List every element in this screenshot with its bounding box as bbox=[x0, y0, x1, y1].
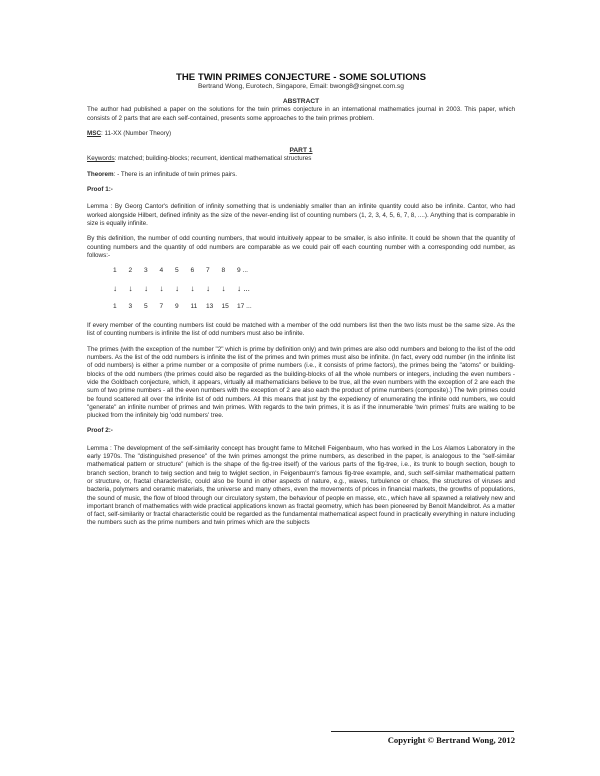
msc-label: MSC bbox=[87, 129, 101, 137]
down-arrow-icon: ↓ bbox=[159, 284, 164, 294]
down-arrow-icon: ↓ ... bbox=[237, 284, 250, 294]
matched-lists-paragraph: If every member of the counting numbers list could be matched with a member of the odd numbers list then the two lists must be the same size. As the list of counting numbers is infinite the list of odd numbers must also be infinite. bbox=[87, 322, 515, 338]
counting-number: 9 ... bbox=[237, 267, 248, 275]
copyright-footer: Copyright © Bertrand Wong, 2012 bbox=[387, 735, 515, 745]
theorem-text: : - There is an infinitude of twin primes pairs. bbox=[113, 170, 238, 178]
odd-numbers-row bbox=[113, 303, 515, 312]
proof2-heading: Proof 2:- bbox=[87, 427, 113, 435]
down-arrow-icon: ↓ bbox=[128, 284, 133, 294]
odd-number: 3 bbox=[128, 303, 133, 311]
odd-number: 15 bbox=[221, 303, 229, 311]
odd-number: 5 bbox=[144, 303, 148, 311]
down-arrow-icon: ↓ bbox=[221, 284, 226, 294]
down-arrow-icon: ↓ bbox=[175, 284, 179, 294]
abstract-heading: ABSTRACT bbox=[282, 98, 320, 105]
definition-paragraph: By this definition, the number of odd counting numbers, that would intuitively appear to be smaller, is also infinite. It could be shown that the quantity of counting numbers and the quantity of odd numbers are comparable as we could pair off each counting number with a corresponding odd number, as follows:- bbox=[87, 235, 515, 259]
msc-line bbox=[87, 130, 515, 138]
part1-heading: PART 1 bbox=[289, 147, 313, 155]
counting-number: 1 bbox=[113, 267, 117, 275]
counting-number: 6 bbox=[190, 267, 195, 275]
primes-paragraph: The primes (with the exception of the number "2" which is prime by definition only) and twin primes are also odd numbers and belong to the list of the odd numbers. As the list of the odd numbers is infinite the list of the primes and twin primes must also be infinite. (In fact, every odd number (in the infinite list of odd numbers) is either a prime number or a composite of prime numbers (i.e., it consists of prime factors), the primes being the "atoms" or building-blocks of the odd numbers (the primes could also be regarded as the building-blocks of all the whole numbers or integers, including the even numbers - vide the Goldbach conjecture, which, it appears, virtually all mathematicians believe to be true, all the even numbers with the exception of 2 are each the sum of two prime numbers - all the even numbers with the exception of 2 are also each the product of prime numbers (composite).) The twin primes could be found scattered all over the infinite list of odd numbers. All this means that just by the expediency of enumerating the infinite odd numbers, we could "generate" an infinite number of primes and twin primes. With regards to the twin primes, it is as if the innumerable 'twin primes' fruits are waiting to be plucked from the infinitely big 'odd numbers' tree. bbox=[87, 345, 515, 420]
footer-rule bbox=[331, 731, 514, 732]
author-byline: Bertrand Wong, Eurotech, Singapore, Email: bwong8@singnet.com.sg bbox=[198, 83, 404, 90]
odd-number: 13 bbox=[206, 303, 214, 311]
paper-content bbox=[87, 72, 515, 535]
proof1-heading: Proof 1:- bbox=[87, 186, 113, 194]
odd-number: 7 bbox=[159, 303, 164, 311]
odd-number: 11 bbox=[190, 303, 198, 311]
counting-number: 3 bbox=[144, 267, 148, 275]
keywords-value: : matched; building-blocks; recurrent, identical mathematical structures bbox=[114, 155, 312, 163]
keywords-label: Keywords bbox=[87, 155, 115, 163]
down-arrow-icon: ↓ bbox=[206, 284, 210, 294]
msc-value: : 11-XX (Number Theory) bbox=[101, 129, 172, 137]
counting-number: 2 bbox=[128, 267, 133, 275]
counting-number: 7 bbox=[206, 267, 210, 275]
down-arrow-icon: ↓ bbox=[113, 284, 117, 294]
number-pairing bbox=[113, 267, 515, 312]
arrows-row bbox=[113, 285, 515, 294]
odd-number: 1 bbox=[113, 303, 117, 311]
lemma2-paragraph: Lemma : The development of the self-similarity concept has brought fame to Mitchell Feigenbaum, who has worked in the Los Alamos Laboratory in the early 1970s. The "distinguished presence" of the twin primes amongst the prime numbers, as described in the paper, is analogous to the "self-similar mathematical pattern or structure" (which is the shape of the fig-tree itself) of the various parts of the fig-tree, i.e., its trunk to bough section, bough to branch section, branch to twig section and twig to twiglet section, in Feigenbaum's famous fig-tree example, and, such self-similar mathematical pattern or structure, or, fractal characteristic, could also be found in other aspects of nature, e.g., waves, turbulence or chaos, the structures of viruses and bacteria, polymers and ceramic materials, the universe and many others, even the movements of prices in financial markets, the growths of populations, the sound of music, the flow of blood through our circulatory system, the behaviour of people en masse, etc., which have all spawned a relatively new and important branch of mathematics with wide practical applications known as fractal geometry, which has been pioneered by Benoit Mandelbrot. As a matter of fact, self-similarity or fractal characteristic could be regarded as the fundamental mathematical aspect found in practically everything in nature including the numbers such as the prime numbers and twin primes which are the subjects bbox=[87, 444, 515, 527]
odd-number: 9 bbox=[175, 303, 179, 311]
down-arrow-icon: ↓ bbox=[144, 284, 148, 294]
counting-number: 5 bbox=[175, 267, 179, 275]
counting-number: 8 bbox=[221, 267, 226, 275]
counting-number: 4 bbox=[159, 267, 164, 275]
counting-numbers-row bbox=[113, 267, 515, 276]
abstract-text: The author had published a paper on the solutions for the twin primes conjecture in an international mathematics journal in 2003. This paper, which consists of 2 parts that are each self-contained, presents some approaches to the twin primes problem. bbox=[87, 106, 515, 122]
keywords-line bbox=[87, 155, 515, 163]
theorem-label: Theorem bbox=[87, 170, 114, 178]
theorem-line bbox=[87, 171, 515, 179]
paper-title: THE TWIN PRIMES CONJECTURE - SOME SOLUTIONS bbox=[176, 72, 426, 83]
odd-number: 17 ... bbox=[237, 303, 252, 311]
lemma1-paragraph: Lemma : By Georg Cantor's definition of infinity something that is undeniably smaller than an infinite quantity could also be infinite. Cantor, who had worked alongside Hilbert, defined infinity as the size of the never-ending list of counting numbers (1, 2, 3, 4, 5, 6, 7, 8, ....). Anything that is comparable in size is equally infinite. bbox=[87, 203, 515, 227]
down-arrow-icon: ↓ bbox=[190, 284, 195, 294]
